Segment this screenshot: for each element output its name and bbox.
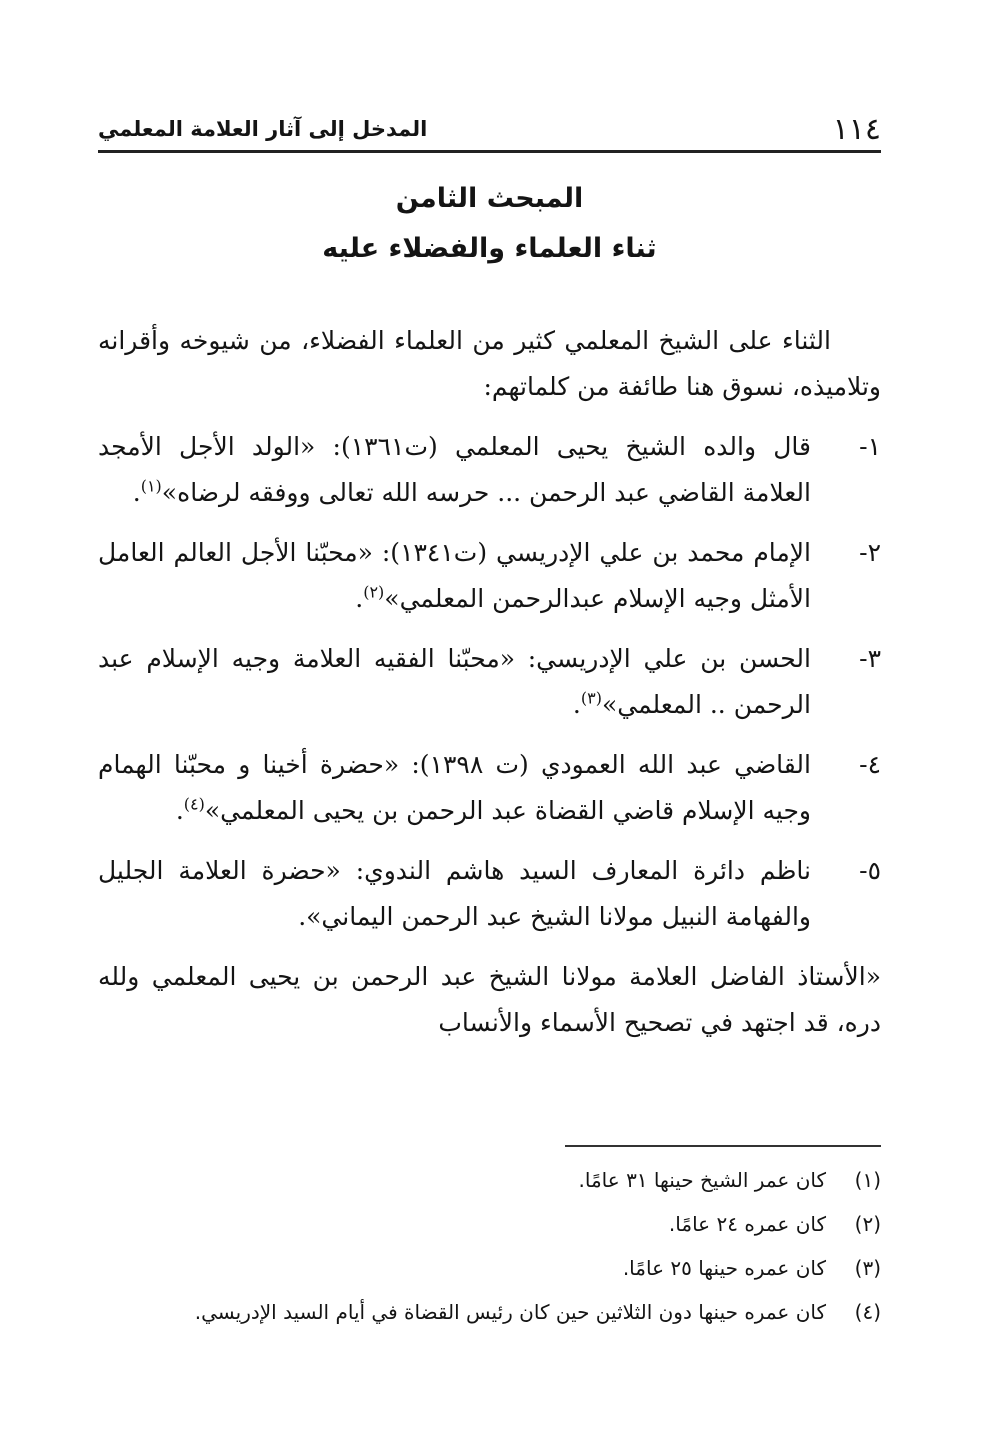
list-item xyxy=(98,530,881,622)
section-subtitle: ثناء العلماء والفضلاء عليه xyxy=(322,233,657,264)
footnote-ref: (٤) xyxy=(183,794,205,814)
page-number: ١١٤ xyxy=(832,111,881,147)
item-end: . xyxy=(572,690,581,719)
item-quote: ناظم دائرة المعارف السيد هاشم الندوي: «حضرة العلامة الجليل والفهامة النبيل مولانا الشيخ عبد الرحمن اليماني». xyxy=(98,856,811,931)
item-end: . xyxy=(132,478,141,507)
footnote-divider xyxy=(565,1145,881,1147)
body-text xyxy=(98,318,881,1046)
footnote-text: كان عمره حينها ٢٥ عامًا. xyxy=(622,1256,826,1280)
item-quote: الإمام محمد بن علي الإدريسي (ت١٣٤١): «محبّنا الأجل العالم العامل الأمثل وجيه الإسلام عبدالرحمن المعلمي» xyxy=(98,538,812,613)
item-text xyxy=(98,424,811,516)
item-quote: القاضي عبد الله العمودي (ت ١٣٩٨): «حضرة أخينا و محبّنا الهمام وجيه الإسلام قاضي القضاة عبد الرحمن بن يحيى المعلمي» xyxy=(98,750,811,825)
item-end: . xyxy=(175,796,184,825)
footnote-number: (٢) xyxy=(854,1212,881,1236)
item-text xyxy=(98,742,811,834)
item-text xyxy=(98,848,811,940)
page-header xyxy=(98,108,881,153)
section-heading xyxy=(98,174,881,274)
footnote-number: (٤) xyxy=(854,1300,881,1324)
item-number: ٣- xyxy=(859,644,881,673)
footnote xyxy=(98,1246,881,1290)
item-number: ١- xyxy=(859,432,881,461)
footnote-number: (١) xyxy=(854,1168,881,1192)
item-quote: الحسن بن علي الإدريسي: «محبّنا الفقيه العلامة وجيه الإسلام عبد الرحمن .. المعلمي» xyxy=(98,644,811,719)
footnote-text: كان عمره ٢٤ عامًا. xyxy=(668,1212,826,1236)
item-number: ٥- xyxy=(859,856,881,885)
footnote-ref: (٢) xyxy=(363,582,385,602)
item-number: ٤- xyxy=(859,750,881,779)
footnote xyxy=(98,1202,881,1246)
list-item xyxy=(98,742,881,834)
item-number: ٢- xyxy=(859,538,881,567)
footnote-number: (٣) xyxy=(854,1256,881,1280)
list-item xyxy=(98,848,881,940)
footnote-text: كان عمره حينها دون الثلاثين حين كان رئيس القضاة في أيام السيد الإدريسي. xyxy=(194,1300,826,1324)
section-title: المبحث الثامن xyxy=(395,183,584,214)
footnote-text: كان عمر الشيخ حينها ٣١ عامًا. xyxy=(578,1168,826,1192)
quote-paragraph: «الأستاذ الفاضل العلامة مولانا الشيخ عبد الرحمن بن يحيى المعلمي ولله دره، قد اجتهد في تصحيح الأسماء والأنساب xyxy=(98,962,881,1037)
footnote-ref: (٣) xyxy=(580,688,602,708)
item-text xyxy=(98,530,811,622)
intro-paragraph: الثناء على الشيخ المعلمي كثير من العلماء الفضلاء، من شيوخه وأقرانه وتلاميذه، نسوق هنا طائفة من كلماتهم: xyxy=(98,326,881,401)
footnote-ref: (١) xyxy=(140,476,162,496)
footnotes xyxy=(98,1158,881,1334)
list-item xyxy=(98,636,881,728)
item-text xyxy=(98,636,811,728)
item-quote: قال والده الشيخ يحيى المعلمي (ت١٣٦١): «الولد الأجل الأمجد العلامة القاضي عبد الرحمن ... حرسه الله تعالى ووفقه لرضاه» xyxy=(98,432,811,507)
list-item xyxy=(98,424,881,516)
running-title: المدخل إلى آثار العلامة المعلمي xyxy=(98,117,428,141)
footnote xyxy=(98,1290,881,1334)
item-end: . xyxy=(355,584,364,613)
footnote xyxy=(98,1158,881,1202)
